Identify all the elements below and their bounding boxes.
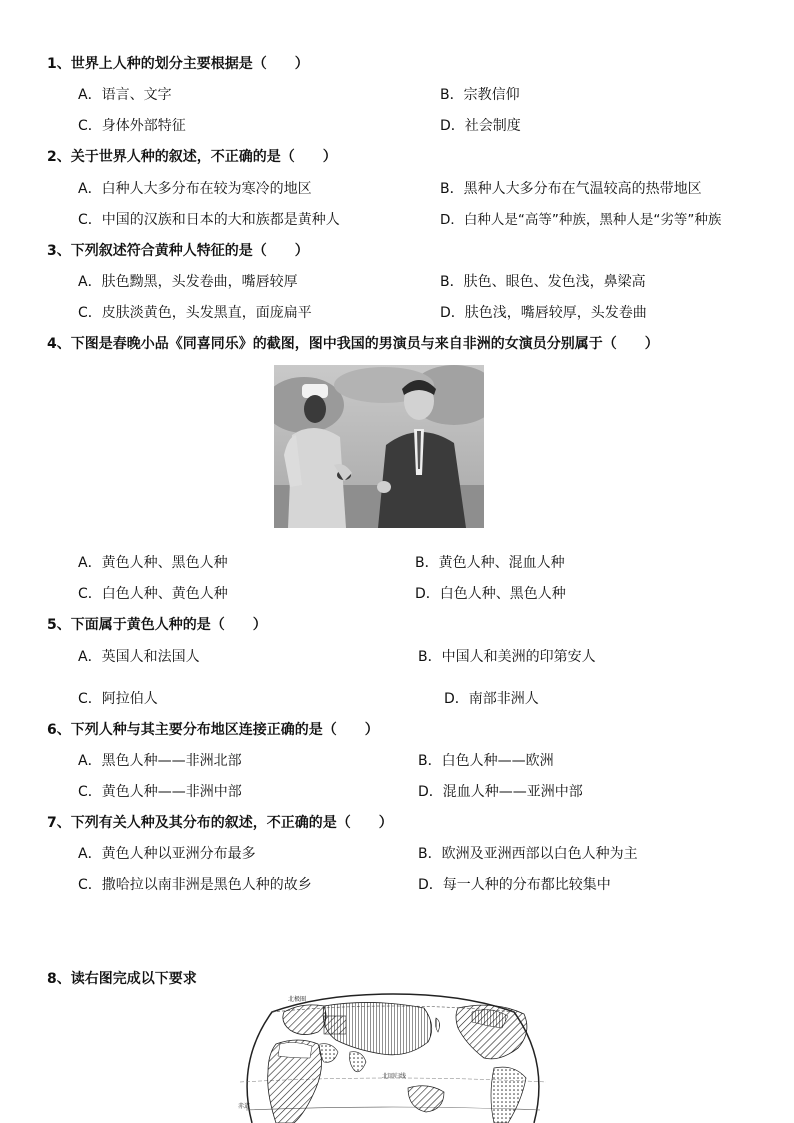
question-6-option-d: D．混血人种——亚洲中部	[418, 784, 583, 800]
question-1-stem: 1、世界上人种的划分主要根据是（ ）	[47, 56, 309, 72]
question-5-option-d: D．南部非洲人	[444, 691, 539, 707]
question-5-option-c: C．阿拉伯人	[78, 691, 158, 707]
question-5-option-a: A．英国人和法国人	[78, 649, 200, 665]
map-label-equator: 赤道	[238, 1103, 251, 1110]
question-7-stem: 7、下列有关人种及其分布的叙述，不正确的是（ ）	[47, 815, 393, 831]
question-3-option-a: A．肤色黝黑，头发卷曲，嘴唇较厚	[78, 274, 298, 290]
question-5-stem: 5、下面属于黄色人种的是（ ）	[47, 617, 267, 633]
question-3-option-b: B．肤色、眼色、发色浅，鼻梁高	[440, 274, 646, 290]
question-4-stem: 4、下图是春晚小品《同喜同乐》的截图，图中我国的男演员与来自非洲的女演员分别属于（ ）	[47, 336, 659, 352]
skit-photo-illustration	[274, 365, 484, 528]
question-6-option-c: C．黄色人种——非洲中部	[78, 784, 242, 800]
question-6-stem: 6、下列人种与其主要分布地区连接正确的是（ ）	[47, 722, 379, 738]
question-3-option-d: D．肤色浅，嘴唇较厚，头发卷曲	[440, 305, 647, 321]
skit-screenshot-photo	[274, 365, 484, 528]
world-race-distribution-map	[232, 992, 554, 1123]
question-4-option-c: C．白色人种、黄色人种	[78, 586, 228, 602]
question-7-option-b: B．欧洲及亚洲西部以白色人种为主	[418, 846, 638, 862]
question-2-option-a: A．白种人大多分布在较为寒冷的地区	[78, 181, 312, 197]
question-4-option-b: B．黄色人种、混血人种	[415, 555, 565, 571]
question-1-option-a: A．语言、文字	[78, 87, 172, 103]
question-2-option-c: C．中国的汉族和日本的大和族都是黄种人	[78, 212, 340, 228]
question-3-stem: 3、下列叙述符合黄种人特征的是（ ）	[47, 243, 309, 259]
question-1-option-b: B．宗教信仰	[440, 87, 520, 103]
question-8-stem: 8、读右图完成以下要求	[47, 971, 197, 987]
question-7-option-d: D．每一人种的分布都比较集中	[418, 877, 611, 893]
question-6-option-b: B．白色人种——欧洲	[418, 753, 554, 769]
question-2-option-b: B．黑种人大多分布在气温较高的热带地区	[440, 181, 702, 197]
map-illustration	[232, 992, 554, 1123]
question-5-option-b: B．中国人和美洲的印第安人	[418, 649, 596, 665]
map-label-tropic: 北回归线	[382, 1073, 407, 1080]
question-3-option-c: C．皮肤淡黄色，头发黑直，面庞扁平	[78, 305, 312, 321]
question-1-option-c: C．身体外部特征	[78, 118, 186, 134]
question-2-option-d: D．白种人是“高等”种族，黑种人是“劣等”种族	[440, 212, 722, 228]
question-1-option-d: D．社会制度	[440, 118, 521, 134]
question-4-option-a: A．黄色人种、黑色人种	[78, 555, 228, 571]
question-7-option-c: C．撒哈拉以南非洲是黑色人种的故乡	[78, 877, 312, 893]
question-7-option-a: A．黄色人种以亚洲分布最多	[78, 846, 256, 862]
question-6-option-a: A．黑色人种——非洲北部	[78, 753, 242, 769]
question-2-stem: 2、关于世界人种的叙述，不正确的是（ ）	[47, 149, 337, 165]
question-4-option-d: D．白色人种、黑色人种	[415, 586, 566, 602]
map-label-arctic: 北极圈	[288, 996, 307, 1003]
